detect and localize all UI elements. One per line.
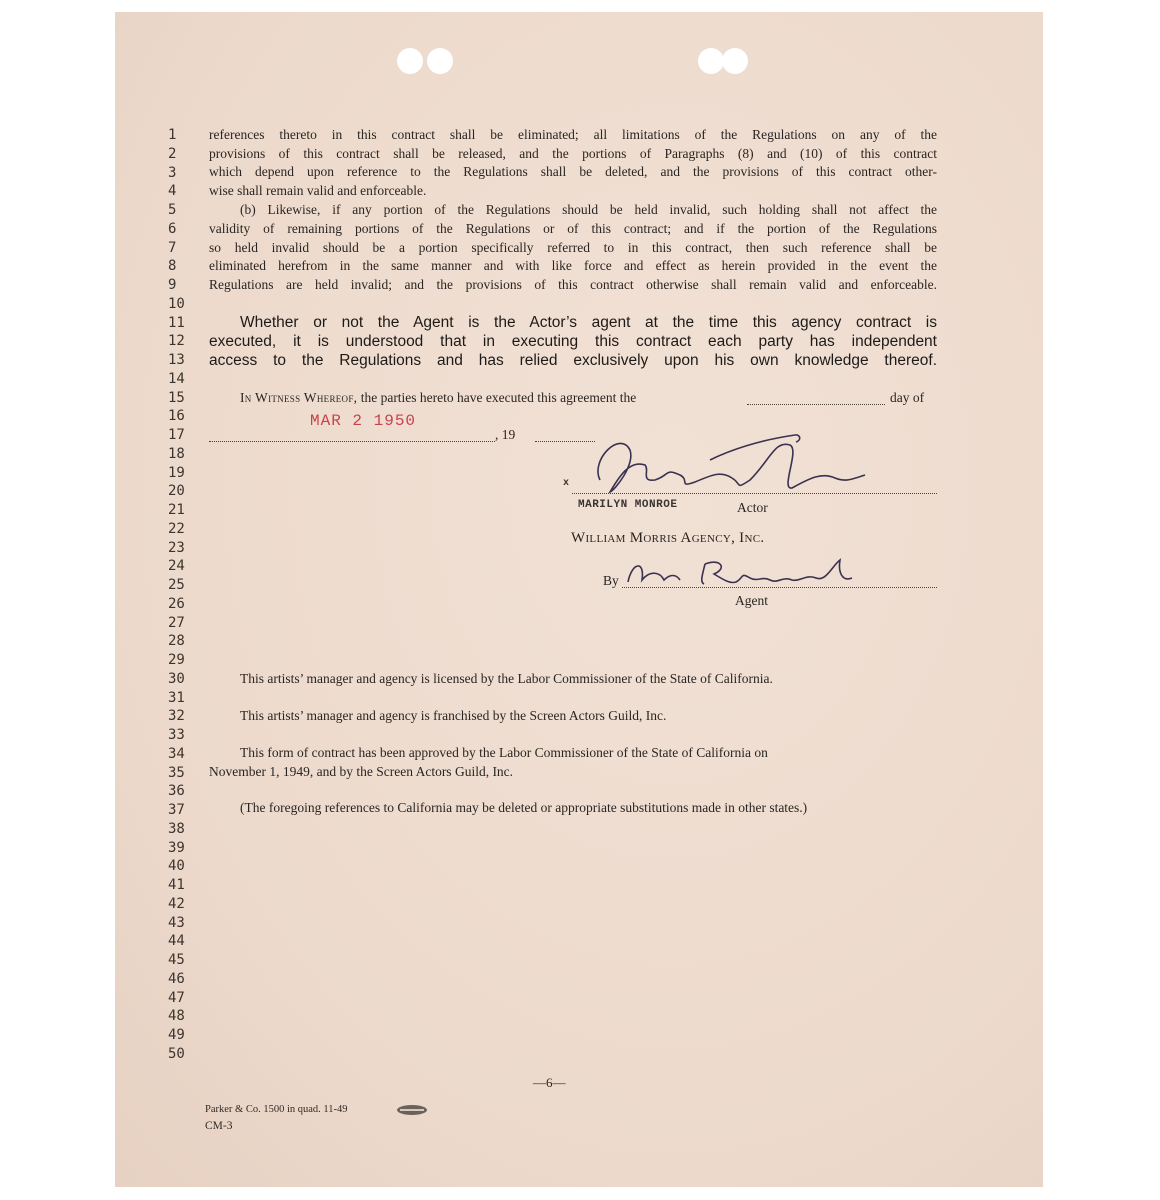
line-number: 22 bbox=[168, 520, 185, 537]
line-number: 5 bbox=[168, 202, 177, 218]
approval-line-2: November 1, 1949, and by the Screen Actors Guild, Inc. bbox=[209, 764, 514, 779]
line-number: 49 bbox=[168, 1027, 185, 1043]
line-number: 7 bbox=[168, 239, 177, 256]
line-number: 39 bbox=[168, 839, 185, 856]
line-number: 25 bbox=[168, 577, 185, 593]
day-blank bbox=[747, 404, 885, 405]
line-number: 10 bbox=[168, 295, 185, 312]
punch-hole-left bbox=[397, 48, 423, 74]
agent-signature bbox=[620, 552, 890, 592]
para-b-line-4: eliminated herefrom in the same manner and with like force and effect as herein provided in the event the bbox=[209, 258, 937, 273]
line-number: 14 bbox=[168, 370, 185, 387]
line-number: 11 bbox=[168, 314, 185, 331]
punch-hole-right-2 bbox=[722, 48, 748, 74]
line-number: 38 bbox=[168, 820, 185, 837]
typed-name: MARILYN MONROE bbox=[578, 499, 678, 511]
line-number: 15 bbox=[168, 389, 185, 406]
bold-para-line-1: Whether or not the Agent is the Actor’s agent at the time this agency contract is bbox=[240, 314, 937, 331]
line-number: 18 bbox=[168, 445, 185, 462]
line-number: 44 bbox=[168, 933, 185, 950]
actor-label: Actor bbox=[737, 500, 768, 515]
california-note: (The foregoing references to California may be deleted or appropriate substitutions made in other states.) bbox=[240, 800, 808, 815]
para-a-line-3: which depend upon reference to the Regulations shall be deleted, and the provisions of this contract other- bbox=[209, 164, 937, 179]
witness-lead: In Witness Whereof, bbox=[240, 390, 358, 405]
line-number: 37 bbox=[168, 802, 185, 818]
para-b-line-5: Regulations are held invalid; and the provisions of this contract otherwise shall remain valid and enforceable. bbox=[209, 277, 937, 292]
year-prefix: , 19 bbox=[495, 427, 516, 442]
x-mark: x bbox=[563, 478, 570, 489]
license-notice: This artists’ manager and agency is licensed by the Labor Commissioner of the State of California. bbox=[240, 671, 773, 686]
bold-para-line-3: access to the Regulations and has relied exclusively upon his own knowledge thereof. bbox=[209, 352, 937, 369]
by-label: By bbox=[603, 573, 619, 588]
franchise-notice: This artists’ manager and agency is franchised by the Screen Actors Guild, Inc. bbox=[240, 708, 667, 723]
line-number: 21 bbox=[168, 502, 185, 518]
date-stamp: MAR 2 1950 bbox=[310, 412, 417, 430]
witness-text: the parties hereto have executed this agreement the bbox=[360, 390, 637, 405]
line-number: 16 bbox=[168, 408, 185, 425]
printer-line: Parker & Co. 1500 in quad. 11-49 bbox=[205, 1104, 348, 1115]
line-number: 32 bbox=[168, 708, 185, 725]
line-number: 40 bbox=[168, 858, 185, 875]
line-number: 17 bbox=[168, 427, 185, 443]
line-number: 48 bbox=[168, 1008, 185, 1025]
para-b-line-2: validity of remaining portions of the Regulations or of this contract; and if the portion of the Regulations bbox=[209, 221, 937, 236]
line-number: 24 bbox=[168, 558, 185, 575]
line-number: 6 bbox=[168, 220, 177, 237]
line-number: 50 bbox=[168, 1045, 185, 1062]
date-blank bbox=[209, 441, 495, 442]
line-number: 26 bbox=[168, 595, 185, 612]
punch-hole-left-2 bbox=[427, 48, 453, 74]
agent-label: Agent bbox=[735, 593, 768, 608]
line-number: 33 bbox=[168, 727, 185, 743]
line-number: 8 bbox=[168, 258, 177, 275]
line-number: 29 bbox=[168, 652, 185, 668]
line-number: 42 bbox=[168, 895, 185, 912]
line-number: 1 bbox=[168, 127, 177, 143]
line-number: 23 bbox=[168, 539, 185, 556]
line-number: 20 bbox=[168, 483, 185, 500]
form-code: CM-3 bbox=[205, 1120, 233, 1132]
line-number: 47 bbox=[168, 989, 185, 1006]
line-number: 35 bbox=[168, 764, 185, 781]
approval-line-1: This form of contract has been approved by the Labor Commissioner of the State of California on bbox=[240, 745, 768, 760]
agency-name: William Morris Agency, Inc. bbox=[571, 530, 765, 546]
line-number: 12 bbox=[168, 333, 185, 350]
line-number: 31 bbox=[168, 689, 185, 706]
bold-para-line-2: executed, it is understood that in executing this contract each party has independent bbox=[209, 333, 937, 350]
line-number: 34 bbox=[168, 745, 185, 762]
para-a-line-4: wise shall remain valid and enforceable. bbox=[209, 183, 427, 198]
actor-signature bbox=[560, 420, 890, 500]
punch-hole-right bbox=[698, 48, 724, 74]
line-number: 13 bbox=[168, 352, 185, 368]
para-a-line-1: references thereto in this contract shall be eliminated; all limitations of the Regulations on any of the bbox=[209, 127, 937, 142]
line-number: 9 bbox=[168, 277, 177, 293]
actor-signature-line bbox=[572, 493, 937, 494]
line-number: 27 bbox=[168, 614, 185, 631]
line-number: 45 bbox=[168, 952, 185, 968]
para-b-line-1: (b) Likewise, if any portion of the Regulations should be held invalid, such holding shall not affect the bbox=[240, 202, 937, 217]
para-a-line-2: provisions of this contract shall be released, and the portions of Paragraphs (8) and (10) of this contract bbox=[209, 146, 937, 161]
line-number: 36 bbox=[168, 783, 185, 800]
line-number: 3 bbox=[168, 164, 177, 181]
line-number: 30 bbox=[168, 670, 185, 687]
line-number: 28 bbox=[168, 633, 185, 650]
line-number: 43 bbox=[168, 914, 185, 931]
line-number: 2 bbox=[168, 145, 177, 162]
line-number: 19 bbox=[168, 464, 185, 481]
line-number: 41 bbox=[168, 877, 185, 893]
line-number: 4 bbox=[168, 183, 177, 200]
para-b-line-3: so held invalid should be a portion specifically referred to in this contract, then such reference shall be bbox=[209, 240, 937, 255]
witness-clause bbox=[240, 390, 636, 406]
day-of-label: day of bbox=[890, 390, 925, 405]
agent-signature-line bbox=[622, 587, 937, 588]
page-number: —6— bbox=[533, 1075, 566, 1090]
union-label-icon bbox=[396, 1104, 428, 1116]
line-number: 46 bbox=[168, 970, 185, 987]
